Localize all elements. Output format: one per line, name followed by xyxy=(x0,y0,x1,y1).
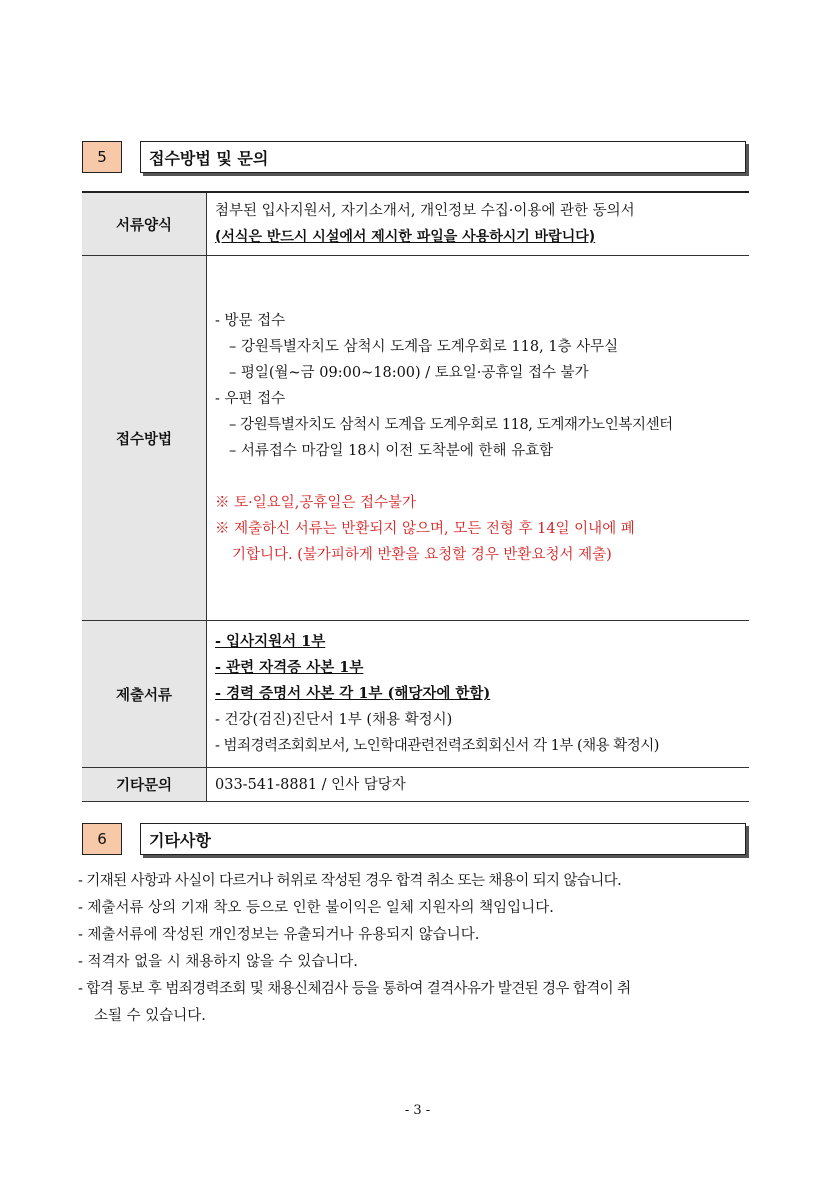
note-item-5a: - 합격 통보 후 범죄경력조회 및 채용신체검사 등을 통하여 결격사유가 발견된 경우 합격이 취 xyxy=(78,981,631,997)
table-row-etc xyxy=(82,768,749,802)
note-item-1: - 기재된 사항과 사실이 다르거나 허위로 작성된 경우 합격 취소 또는 채용이 되지 않습니다. xyxy=(78,873,622,889)
docs-item-2: - 관련 자격증 사본 1부 xyxy=(215,659,364,676)
method-note-1: ※ 토·일요일,공휴일은 접수불가 xyxy=(215,495,417,511)
docs-label: 제출서류 xyxy=(82,621,207,768)
visit-hours: – 평일(월~금 09:00~18:00) / 토요일·공휴일 접수 불가 xyxy=(229,365,589,381)
table-row-method xyxy=(82,256,749,621)
post-title: - 우편 접수 xyxy=(215,391,286,407)
note-item-2: - 제출서류 상의 기재 착오 등으로 인한 불이익은 일체 지원자의 책임입니다. xyxy=(78,900,554,916)
section-6-title: 기타사항 xyxy=(140,823,746,855)
spacer xyxy=(215,464,743,490)
table-row-docs xyxy=(82,621,749,768)
docs-item-3: - 경력 증명서 사본 각 1부 (해당자에 한함) xyxy=(215,685,491,702)
table-row-form xyxy=(82,192,749,256)
other-notes-list xyxy=(78,868,764,1030)
note-item-5b: 소될 수 있습니다. xyxy=(94,1008,206,1024)
note-item-3: - 제출서류에 작성된 개인정보는 유출되거나 유용되지 않습니다. xyxy=(78,927,480,943)
method-label: 접수방법 xyxy=(82,256,207,621)
etc-label: 기타문의 xyxy=(82,768,207,802)
visit-title: - 방문 접수 xyxy=(215,313,286,329)
section-6-number: 6 xyxy=(82,823,122,855)
etc-value: 033-541-8881 / 인사 담당자 xyxy=(207,768,750,802)
docs-item-5: - 범죄경력조회회보서, 노인학대관련전력조회회신서 각 1부 (채용 확정시) xyxy=(215,738,659,754)
post-deadline: – 서류접수 마감일 18시 이전 도착분에 한해 유효함 xyxy=(229,443,554,459)
form-line-2: (서식은 반드시 시설에서 제시한 파일을 사용하시기 바랍니다) xyxy=(215,229,596,245)
docs-item-1: - 입사지원서 1부 xyxy=(215,633,326,650)
application-info-table xyxy=(82,191,749,802)
form-content xyxy=(207,192,750,256)
method-note-2a: ※ 제출하신 서류는 반환되지 않으며, 모든 전형 후 14일 이내에 폐 xyxy=(215,521,635,537)
page-number: - 3 - xyxy=(404,1103,431,1118)
section-5-title: 접수방법 및 문의 xyxy=(140,141,746,173)
section-6-header xyxy=(82,823,746,855)
method-content xyxy=(207,256,750,621)
method-note-2b: 기합니다. (불가피하게 반환을 요청할 경우 반환요청서 제출) xyxy=(232,547,612,563)
form-label: 서류양식 xyxy=(82,192,207,256)
docs-content xyxy=(207,621,750,768)
docs-item-4: - 건강(검진)진단서 1부 (채용 확정시) xyxy=(215,712,453,728)
section-5-header xyxy=(82,141,746,173)
note-item-4: - 적격자 없을 시 채용하지 않을 수 있습니다. xyxy=(78,954,358,970)
post-address: – 강원특별자치도 삼척시 도계읍 도계우회로 118, 도계재가노인복지센터 xyxy=(229,417,673,433)
section-5-number: 5 xyxy=(82,141,122,173)
form-line-1: 첨부된 입사지원서, 자기소개서, 개인정보 수집·이용에 관한 동의서 xyxy=(215,203,635,219)
visit-address: – 강원특별자치도 삼척시 도계읍 도계우회로 118, 1층 사무실 xyxy=(229,339,619,355)
